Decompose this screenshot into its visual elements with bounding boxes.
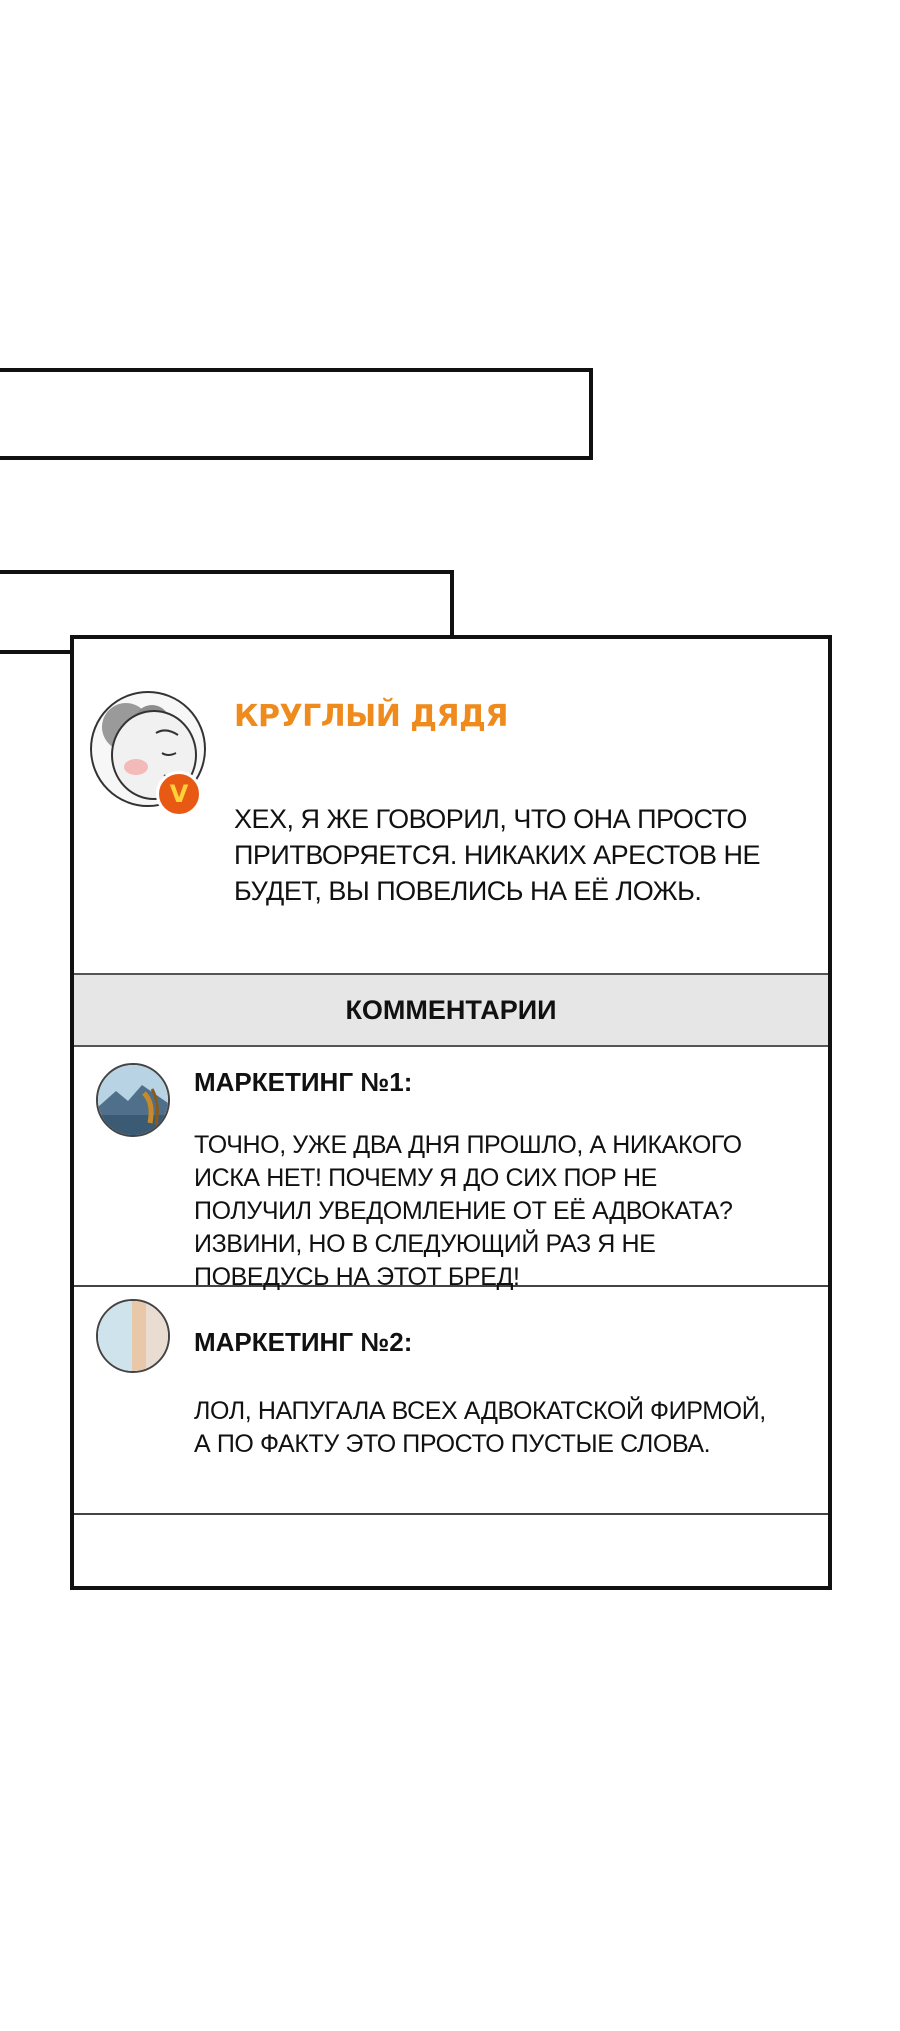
comment-author[interactable]: МАРКЕТИНГ №1: [194,1067,413,1097]
comment-text: ТОЧНО, УЖЕ ДВА ДНЯ ПРОШЛО, А НИКАКОГО ИСКА НЕТ! ПОЧЕМУ Я ДО СИХ ПОР НЕ ПОЛУЧИЛ УВЕДОМЛЕНИЕ ОТ ЕЁ АДВОКАТА? ИЗВИНИ, НО В СЛЕДУЮЩИЙ РАЗ Я НЕ ПОВЕДУСЬ НА ЭТОТ БРЕД! [194,1131,742,1291]
comments-title: КОММЕНТАРИИ [345,994,557,1025]
comments-header [74,973,828,1047]
avatar[interactable] [96,1063,170,1137]
post-text: ХЕХ, Я ЖЕ ГОВОРИЛ, ЧТО ОНА ПРОСТО ПРИТВОРЯЕТСЯ. НИКАКИХ АРЕСТОВ НЕ БУДЕТ, ВЫ ПОВЕЛИСЬ НА ЕЁ ЛОЖЬ. [234,804,761,906]
avatar[interactable] [96,1299,170,1373]
comment-text: ЛОЛ, НАПУГАЛА ВСЕХ АДВОКАТСКОЙ ФИРМОЙ, А ПО ФАКТУ ЭТО ПРОСТО ПУСТЫЕ СЛОВА. [194,1397,766,1458]
landscape-avatar-icon [98,1065,168,1135]
comment-item [74,1287,828,1515]
post-author-name[interactable]: КРУГЛЫЙ ДЯДЯ [234,699,508,734]
comment-author[interactable]: МАРКЕТИНГ №2: [194,1327,413,1357]
abstract-avatar-icon [98,1301,168,1371]
comic-frame-top [0,368,593,460]
comment-item [74,1047,828,1291]
social-post-panel [70,635,832,1590]
verified-badge: V [156,771,202,817]
post [74,639,828,973]
